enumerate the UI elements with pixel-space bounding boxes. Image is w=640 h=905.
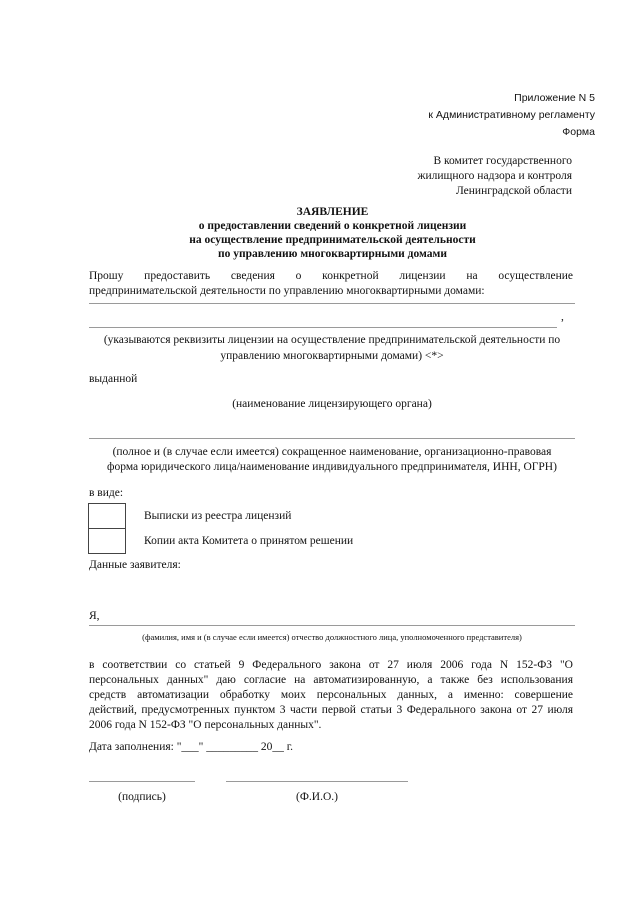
issuer-hint: (наименование лицензирующего органа) — [232, 398, 432, 410]
title-line-3: по управлению многоквартирными домами — [218, 248, 447, 260]
consent-line-3: средств автоматизации обработку моих персональных данных, а именно: совершение — [89, 689, 573, 701]
applicant-label: Данные заявителя: — [89, 559, 181, 571]
option-label-copy: Копии акта Комитета о принятом решении — [144, 535, 354, 547]
option-checkbox-extract[interactable] — [88, 503, 126, 529]
license-hint-line-1: (указываются реквизиты лицензии на осуществление предпринимательской деятельности по — [103, 334, 561, 346]
addressee-line-3: Ленинградской области — [455, 185, 572, 197]
ya-label: Я, — [89, 610, 100, 622]
consent-line-5: 2006 года N 152-ФЗ "О персональных данных". — [89, 719, 322, 731]
request-line-1: Прошу предоставить сведения о конкретной лицензии на осуществление — [89, 270, 573, 282]
issued-by-label: выданной — [89, 373, 138, 385]
fio-line[interactable] — [226, 781, 408, 782]
appendix-line-3: Форма — [562, 126, 595, 138]
consent-line-4: действий, предусмотренных пунктом 3 части первой статьи 3 Федерального закона от 27 июля — [89, 704, 573, 716]
fio-label: (Ф.И.О.) — [296, 791, 338, 803]
option-checkbox-copy[interactable] — [88, 528, 126, 554]
comma: , — [561, 311, 564, 323]
appendix-line-1: Приложение N 5 — [514, 92, 595, 104]
signature-label: (подпись) — [118, 791, 166, 803]
title-line-1: о предоставлении сведений о конкретной лицензии — [198, 220, 467, 232]
title-line-2: на осуществление предпринимательской деятельности — [189, 234, 476, 246]
license-details-line-2[interactable] — [89, 327, 557, 328]
organization-line[interactable] — [89, 438, 575, 439]
consent-line-2: персональных данных" даю согласие на автоматизированную, а также без использования — [89, 674, 573, 686]
signature-line[interactable] — [89, 781, 195, 782]
addressee-line-2: жилищного надзора и контроля — [417, 170, 572, 182]
request-line-2: предпринимательской деятельности по управлению многоквартирными домами: — [89, 285, 485, 297]
option-label-extract: Выписки из реестра лицензий — [144, 510, 292, 522]
org-hint-line-1: (полное и (в случае если имеется) сокращенное наименование, организационно-правовая — [112, 446, 552, 458]
consent-line-1: в соответствии со статьей 9 Федерального закона от 27 июля 2006 года N 152-ФЗ "О — [89, 659, 573, 671]
applicant-name-hint: (фамилия, имя и (в случае если имеется) отчество должностного лица, уполномоченного представителя) — [142, 632, 522, 642]
applicant-name-line[interactable] — [89, 625, 575, 626]
org-hint-line-2: форма юридического лица/наименование индивидуального предпринимателя, ИНН, ОГРН) — [107, 461, 557, 473]
addressee-line-1: В комитет государственного — [433, 155, 572, 167]
license-details-line-1[interactable] — [89, 303, 575, 304]
form-label: в виде: — [89, 487, 124, 499]
fill-date[interactable]: Дата заполнения: "___" _________ 20__ г. — [89, 741, 294, 753]
appendix-line-2: к Административному регламенту — [428, 109, 595, 121]
document-title: ЗАЯВЛЕНИЕ — [296, 206, 369, 218]
license-hint-line-2: управлению многоквартирными домами) <*> — [220, 350, 444, 362]
